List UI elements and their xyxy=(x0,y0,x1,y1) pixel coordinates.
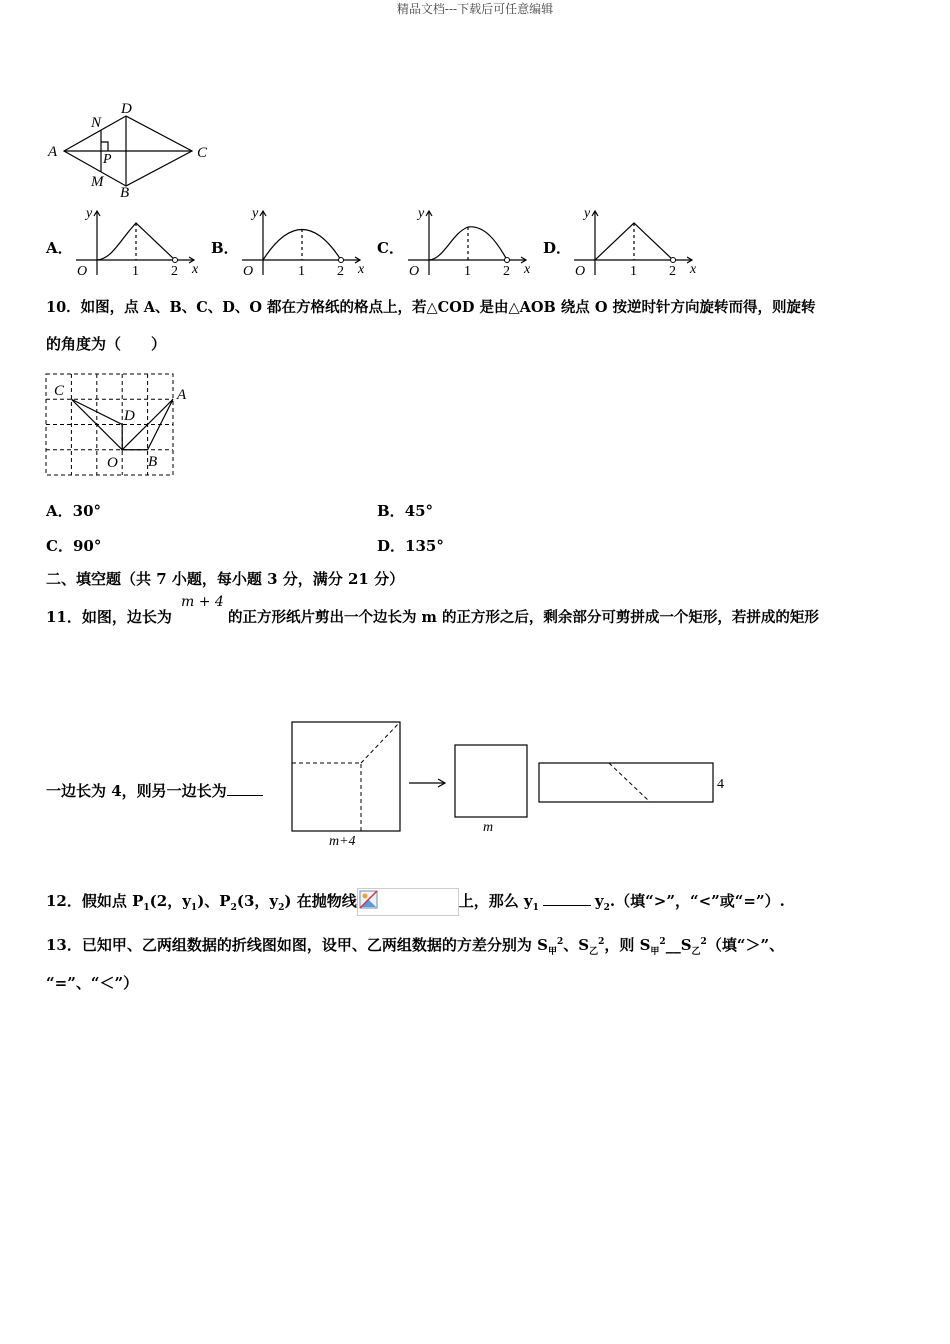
q11-suffix: 的正方形纸片剪出一个边长为 m 的正方形之后，剩余部分可剪拼成一个矩形，若拼成的矩形 xyxy=(228,609,819,626)
q12-p2-coords-end: ) 在抛物线 xyxy=(284,892,357,910)
q11-big-label: m+4 xyxy=(329,834,356,849)
section-2-heading: 二、填空题（共 7 小题，每小题 3 分，满分 21 分） xyxy=(46,570,405,588)
label-d: D xyxy=(121,101,132,117)
q13-answer-blank[interactable]: __ xyxy=(665,936,681,954)
q11-line2 xyxy=(46,780,263,801)
q13-s-a-sup: 2 xyxy=(556,937,564,947)
q12-p1-coords: (2，y xyxy=(149,892,191,910)
q9-option-b-graph xyxy=(238,205,378,280)
q9-option-a-label: A． xyxy=(46,239,73,257)
q10-option-a-value: 30° xyxy=(72,502,102,520)
label-m: M xyxy=(91,174,104,190)
q9-option-c-label: C． xyxy=(377,239,404,257)
q13-s-b-sup-2: 2 xyxy=(700,937,707,947)
label-p: P xyxy=(103,152,112,167)
q9c-t2: 2 xyxy=(503,264,510,279)
q10-option-b-label: B． xyxy=(377,502,405,520)
q13-s-b-sub: 乙 xyxy=(589,947,599,957)
broken-image-icon xyxy=(357,888,459,916)
q11-rect-label: 4 xyxy=(717,777,724,792)
q10-label-o: O xyxy=(107,455,118,471)
q9c-y: y xyxy=(418,206,425,221)
q10-option-a-label: A． xyxy=(46,502,73,520)
q10-option-b xyxy=(377,500,433,521)
q9c-t1: 1 xyxy=(464,264,471,279)
q13-line1-a: 13．已知甲、乙两组数据的折线图如图，设甲、乙两组数据的方差分别为 S xyxy=(46,936,548,954)
q13-s-b-sub-2: 乙 xyxy=(691,947,701,957)
page-header: 精品文档---下载后可任意编辑 xyxy=(396,2,554,16)
q9b-o: O xyxy=(243,264,254,279)
q9a-x: x xyxy=(192,262,199,277)
q10-label-d: D xyxy=(124,408,135,424)
q11-figure xyxy=(285,715,735,855)
q9a-t2: 2 xyxy=(171,264,178,279)
q10-option-d xyxy=(377,535,444,556)
q11-small-label: m xyxy=(483,820,494,835)
q9-option-d-label: D． xyxy=(543,239,572,257)
label-n: N xyxy=(91,115,102,131)
q12-p2-sub: 2 xyxy=(230,903,237,913)
q9d-t1: 1 xyxy=(630,264,637,279)
q12-p2-coords: (3，y xyxy=(236,892,279,910)
q9a-t1: 1 xyxy=(132,264,139,279)
q9b-x: x xyxy=(358,262,365,277)
q9b-t1: 1 xyxy=(298,264,305,279)
q9d-t2: 2 xyxy=(669,264,676,279)
q13-tail: （填“＞”、 xyxy=(706,936,785,954)
rhombus-figure xyxy=(44,98,224,200)
q10-text-line2: 的角度为（ ） xyxy=(46,335,167,353)
label-a: A xyxy=(48,144,58,160)
q9b-y: y xyxy=(252,206,259,221)
q9b-t2: 2 xyxy=(337,264,344,279)
q11-line2-text: 一边长为 4，则另一边长为 xyxy=(46,782,227,800)
q13-line2: “=”、“＜”） xyxy=(46,974,139,992)
q9a-y: y xyxy=(86,206,93,221)
q12-p1: P xyxy=(132,892,144,910)
q10-option-c-label: C． xyxy=(46,537,73,555)
q13-s-a-sub-2: 甲 xyxy=(650,947,660,957)
q12-text xyxy=(46,888,785,916)
q13-sep: 、S xyxy=(563,936,590,954)
q12-mid: 上，那么 y xyxy=(458,892,533,910)
q9d-o: O xyxy=(575,264,586,279)
q12-p1-coords-sub: 1 xyxy=(190,903,198,913)
q12-p2: P xyxy=(219,892,231,910)
q13-s: S xyxy=(680,936,692,954)
q13-s-a-sup-2: 2 xyxy=(659,937,666,947)
q10-option-d-value: 135° xyxy=(405,537,444,555)
q9d-x: x xyxy=(690,262,697,277)
q10-option-d-label: D． xyxy=(377,537,406,555)
q12-y1-sub: 1 xyxy=(532,903,539,913)
q10-option-c xyxy=(46,535,101,556)
q9-option-a-graph xyxy=(72,205,212,280)
q12-p1-coords-end: )、 xyxy=(197,892,220,910)
q10-label-c: C xyxy=(54,383,65,399)
q10-text-line1: 10．如图，点 A、B、C、D、O 都在方格纸的格点上，若△COD 是由△AOB 绕点 O 按逆时针方向旋转而得，则旋转 xyxy=(46,299,816,316)
q9-option-b-label: B． xyxy=(211,239,239,257)
q12-p1-sub: 1 xyxy=(143,903,150,913)
q9d-y: y xyxy=(584,206,591,221)
q9c-o: O xyxy=(409,264,420,279)
q9-option-d-graph xyxy=(570,205,710,280)
q10-label-b: B xyxy=(148,454,158,470)
q12-y2: y xyxy=(594,892,604,910)
q11-prefix: 11．如图，边长为 xyxy=(46,608,172,626)
q10-grid-figure xyxy=(40,368,200,480)
q10-label-a: A xyxy=(177,387,187,403)
q13-s-b-sup: 2 xyxy=(598,937,605,947)
q12-p2-coords-sub: 2 xyxy=(278,903,285,913)
q10-option-c-value: 90° xyxy=(72,537,102,555)
label-b: B xyxy=(120,185,130,200)
q11-expression: m + 4 xyxy=(181,594,224,610)
q10-option-b-value: 45° xyxy=(404,502,434,520)
q10-option-a xyxy=(46,500,101,521)
q9a-o: O xyxy=(77,264,88,279)
q13-s-a-sub: 甲 xyxy=(547,947,557,957)
q9c-x: x xyxy=(524,262,531,277)
q12-y2-sub: 2 xyxy=(603,903,610,913)
q9-option-c-graph xyxy=(404,205,544,280)
q12-suffix: .（填“>”，“<”或“=”）. xyxy=(609,892,785,910)
q12-prefix: 12．假如点 xyxy=(46,892,133,910)
label-c: C xyxy=(197,145,208,161)
q13-line1 xyxy=(46,934,784,957)
q13-then: ，则 S xyxy=(604,936,651,954)
q12-answer-blank[interactable] xyxy=(543,905,591,906)
q11-answer-blank[interactable] xyxy=(227,795,263,796)
